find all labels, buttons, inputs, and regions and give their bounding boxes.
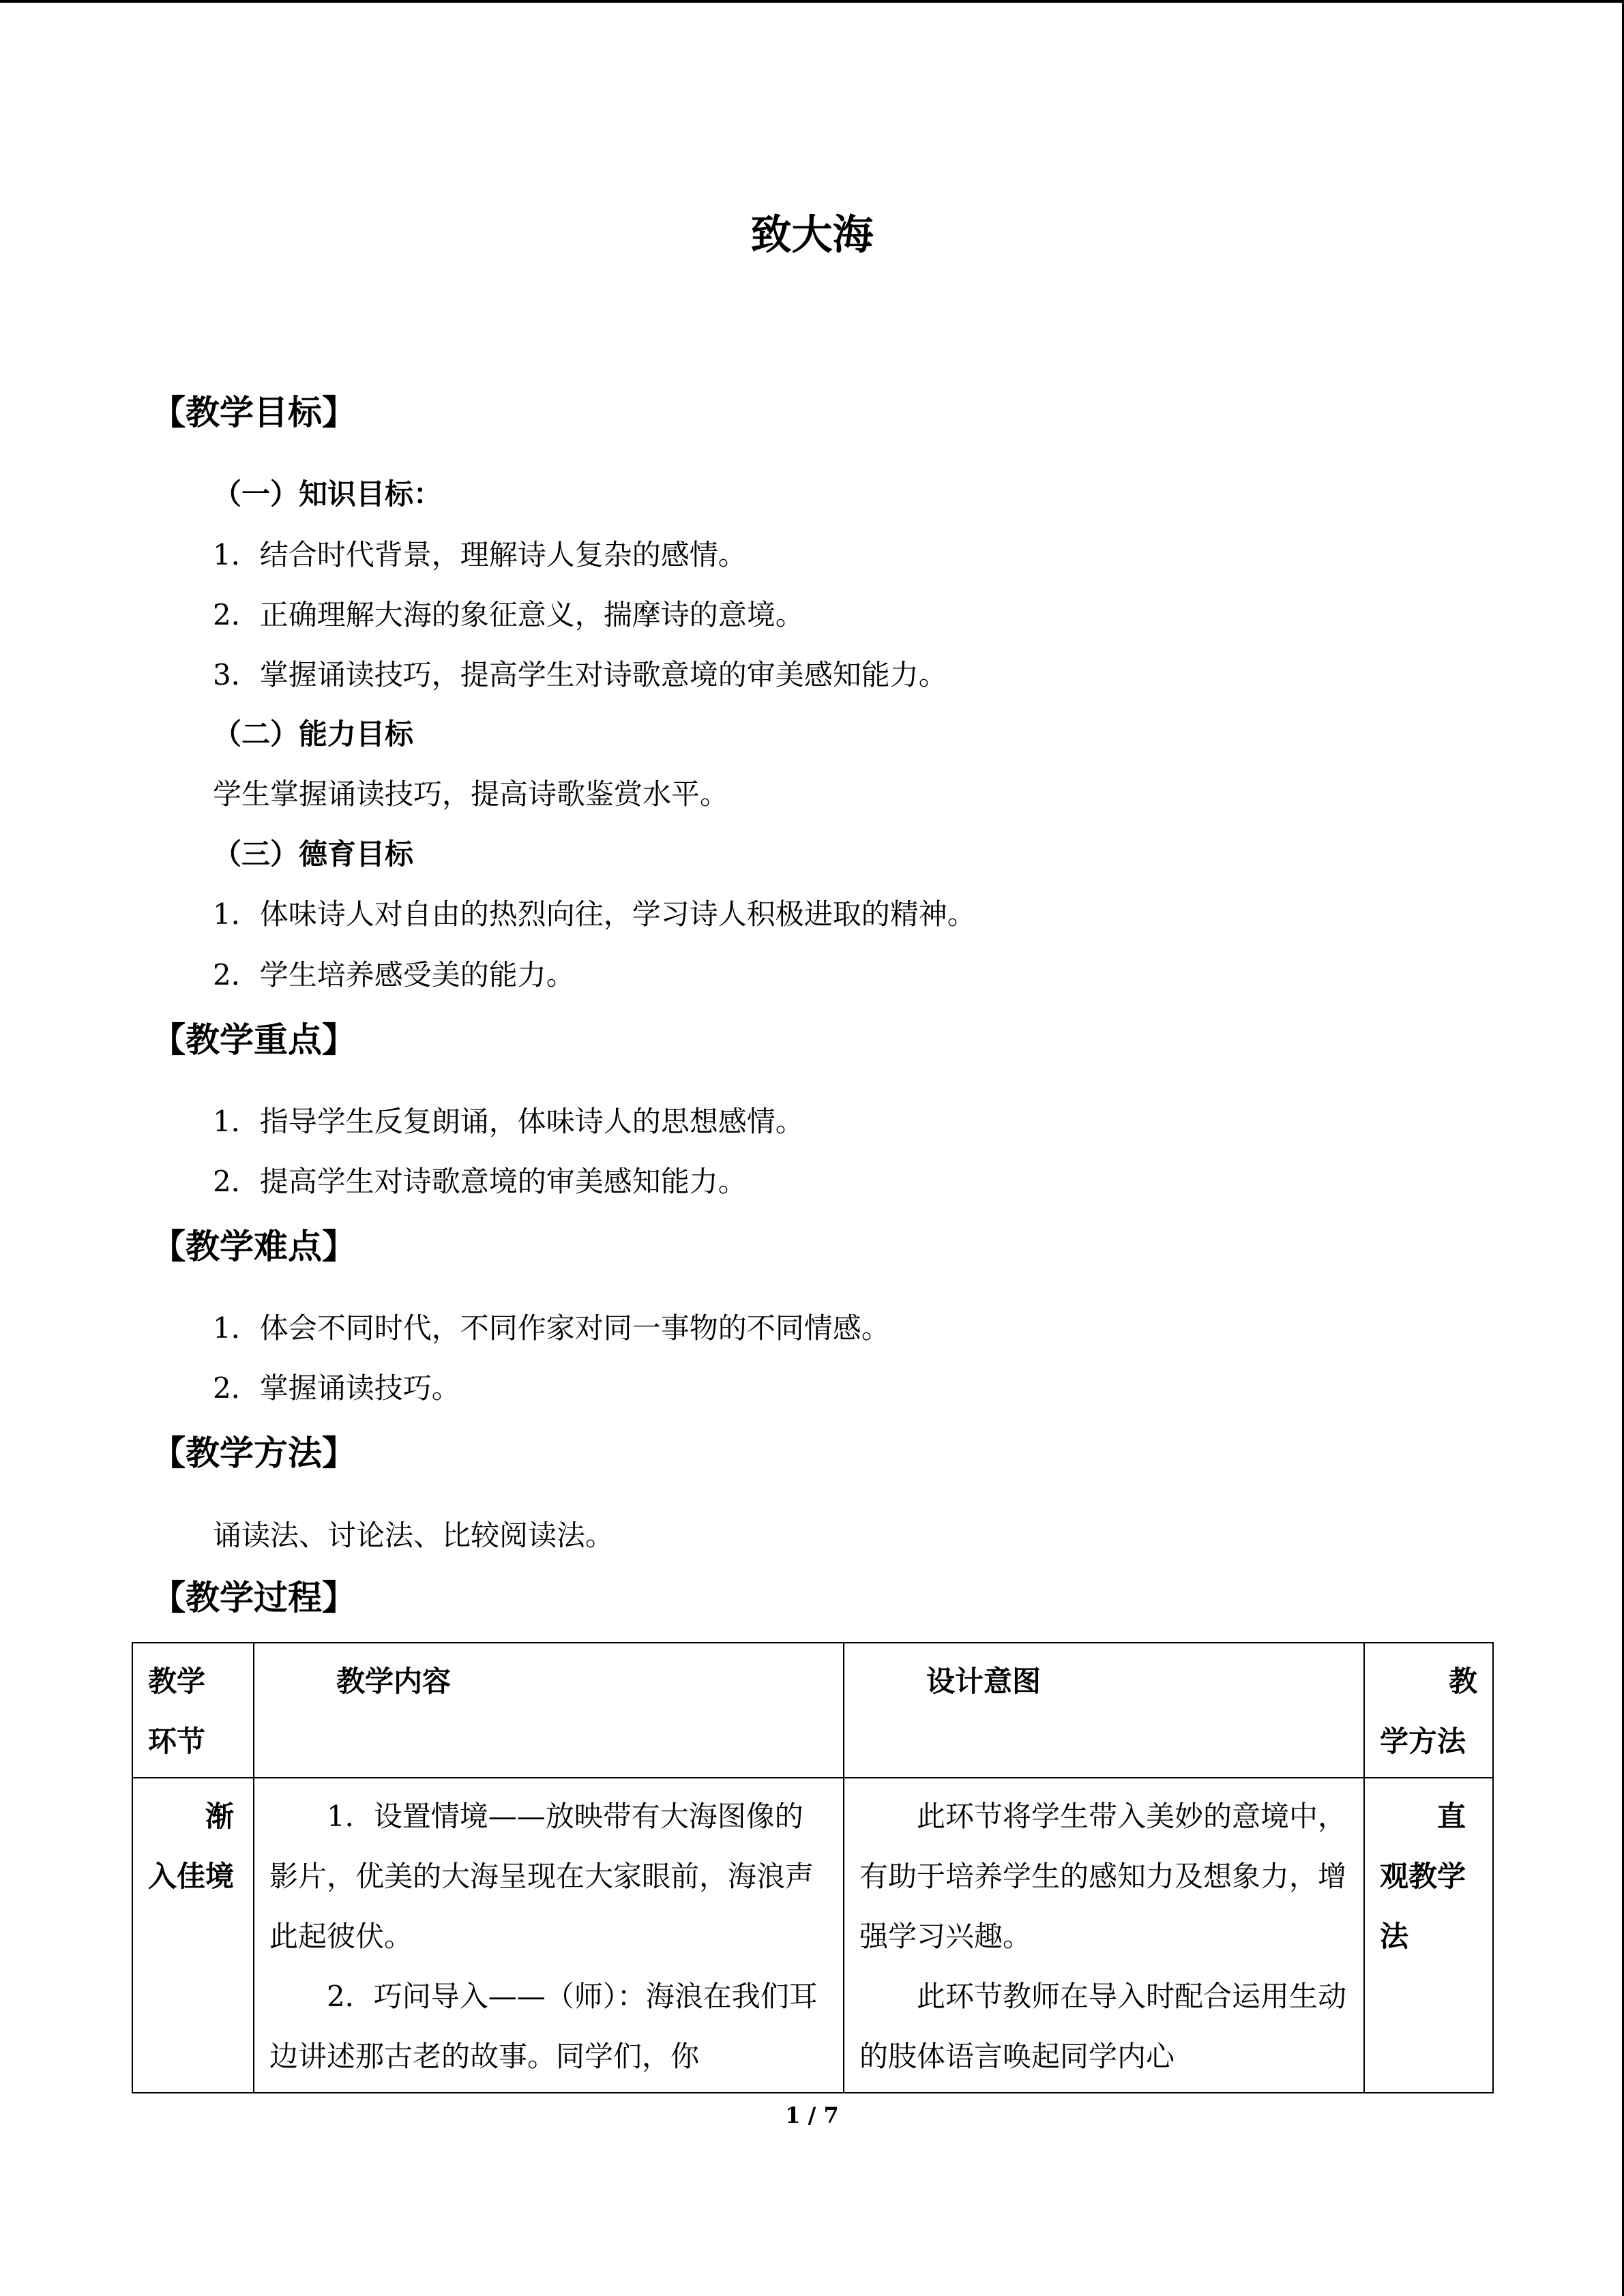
row-intent-para-2: 此环节教师在导入时配合运用生动的肢体语言唤起同学内心	[859, 1980, 1347, 2073]
header-stage-line1: 教学	[148, 1665, 206, 1698]
heading-key-points: 【教学重点】	[151, 1020, 356, 1060]
knowledge-item-2: 2．正确理解大海的象征意义，揣摩诗的意境。	[213, 598, 804, 631]
process-row-1	[132, 1778, 1493, 2093]
header-stage-line2: 环节	[148, 1725, 206, 1758]
knowledge-item-3: 3．掌握诵读技巧，提高学生对诗歌意境的审美感知能力。	[213, 658, 947, 691]
header-method-line2: 学方法	[1380, 1725, 1466, 1758]
header-method-line1: 教	[1448, 1665, 1477, 1698]
moral-item-2: 2．学生培养感受美的能力。	[213, 958, 575, 992]
key-point-1: 1．指导学生反复朗诵，体味诗人的思想感情。	[213, 1105, 804, 1138]
heading-process: 【教学过程】	[151, 1578, 356, 1617]
knowledge-item-1: 1．结合时代背景，理解诗人复杂的感情。	[213, 538, 747, 571]
heading-difficulties: 【教学难点】	[151, 1227, 356, 1266]
difficulty-1: 1．体会不同时代，不同作家对同一事物的不同情感。	[213, 1311, 890, 1345]
row-stage: 渐入佳境	[132, 1778, 254, 2093]
row-content-para-2: 2．巧问导入——（师）：海浪在我们耳边讲述那古老的故事。同学们，你	[269, 1980, 818, 2073]
document-title: 致大海	[750, 211, 874, 259]
heading-objectives: 【教学目标】	[151, 393, 356, 432]
heading-methods: 【教学方法】	[151, 1433, 356, 1473]
header-content	[254, 1643, 844, 1778]
process-header-row	[132, 1643, 1493, 1778]
subheading-moral: （三）德育目标	[213, 837, 414, 871]
moral-item-1: 1．体味诗人对自由的热烈向往，学习诗人积极进取的精神。	[213, 897, 976, 931]
row-intent-para-1: 此环节将学生带入美妙的意境中，有助于培养学生的感知力及想象力，增强学习兴趣。	[859, 1800, 1347, 1953]
header-content-label: 教学内容	[336, 1665, 452, 1698]
row-method: 直观教学法	[1364, 1778, 1493, 2093]
header-intent	[844, 1643, 1364, 1778]
process-table	[132, 1642, 1494, 2093]
difficulty-2: 2．掌握诵读技巧。	[213, 1371, 460, 1405]
ability-text: 学生掌握诵读技巧，提高诗歌鉴赏水平。	[213, 777, 729, 811]
header-stage	[132, 1643, 254, 1778]
subheading-ability: （二）能力目标	[213, 717, 414, 751]
row-intent	[844, 1778, 1364, 2093]
page-number: 1 / 7	[785, 2102, 839, 2128]
row-content	[254, 1778, 844, 2093]
header-intent-label: 设计意图	[926, 1665, 1042, 1698]
methods-text: 诵读法、讨论法、比较阅读法。	[213, 1519, 615, 1552]
row-content-para-1: 1．设置情境——放映带有大海图像的影片，优美的大海呈现在大家眼前，海浪声此起彼伏。	[269, 1800, 814, 1953]
key-point-2: 2．提高学生对诗歌意境的审美感知能力。	[213, 1165, 747, 1198]
page-top-border	[0, 0, 1624, 3]
subheading-knowledge: （一）知识目标：	[213, 477, 443, 511]
header-method	[1364, 1643, 1493, 1778]
